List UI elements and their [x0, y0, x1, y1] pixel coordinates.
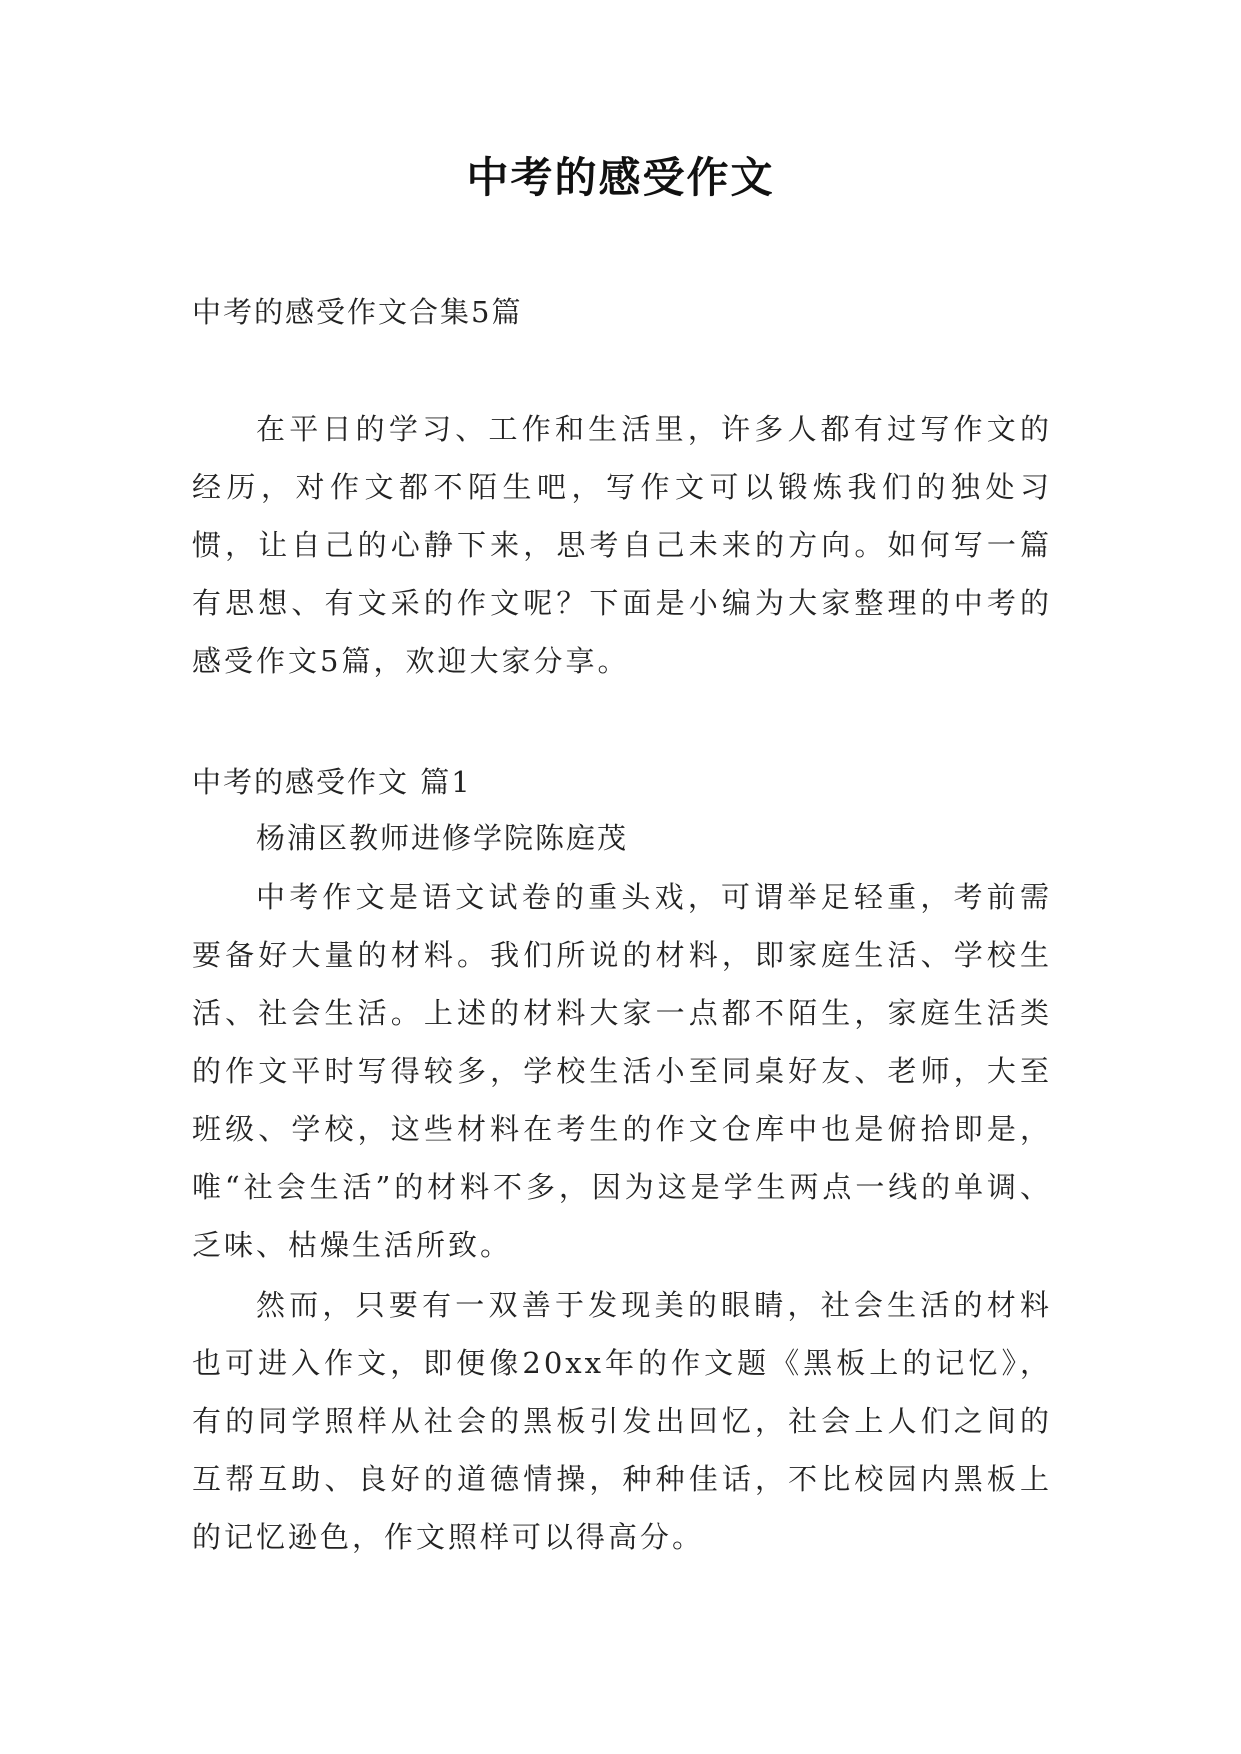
document-subtitle: 中考的感受作文合集5篇 [192, 295, 523, 329]
document-title: 中考的感受作文 [466, 153, 775, 202]
section-heading: 中考的感受作文 篇1 [192, 765, 472, 799]
body-paragraph-1: 中考作文是语文试卷的重头戏，可谓举足轻重，考前需要备好大量的材料。我们所说的材料，即家庭生活、学校生活、社会生活。上述的材料大家一点都不陌生，家庭生活类的作文平时写得较多，学校生活小至同桌好友、老师，大至班级、学校，这些材料在考生的作文仓库中也是俯拾即是，唯“社会生活”的材料不多，因为这是学生两点一线的单调、乏味、枯燥生活所致。 [192, 880, 1052, 1262]
body-paragraph-2: 然而，只要有一双善于发现美的眼睛，社会生活的材料也可进入作文，即便像20xx年的作文题《黑板上的记忆》，有的同学照样从社会的黑板引发出回忆，社会上人们之间的互帮互助、良好的道德情操，种种佳话，不比校园内黑板上的记忆逊色，作文照样可以得高分。 [192, 1288, 1052, 1554]
intro-paragraph: 在平日的学习、工作和生活里，许多人都有过写作文的经历，对作文都不陌生吧，写作文可以锻炼我们的独处习惯，让自己的心静下来，思考自己未来的方向。如何写一篇有思想、有文采的作文呢？下面是小编为大家整理的中考的感受作文5篇，欢迎大家分享。 [192, 412, 1052, 678]
author-line: 杨浦区教师进修学院陈庭茂 [256, 821, 629, 855]
